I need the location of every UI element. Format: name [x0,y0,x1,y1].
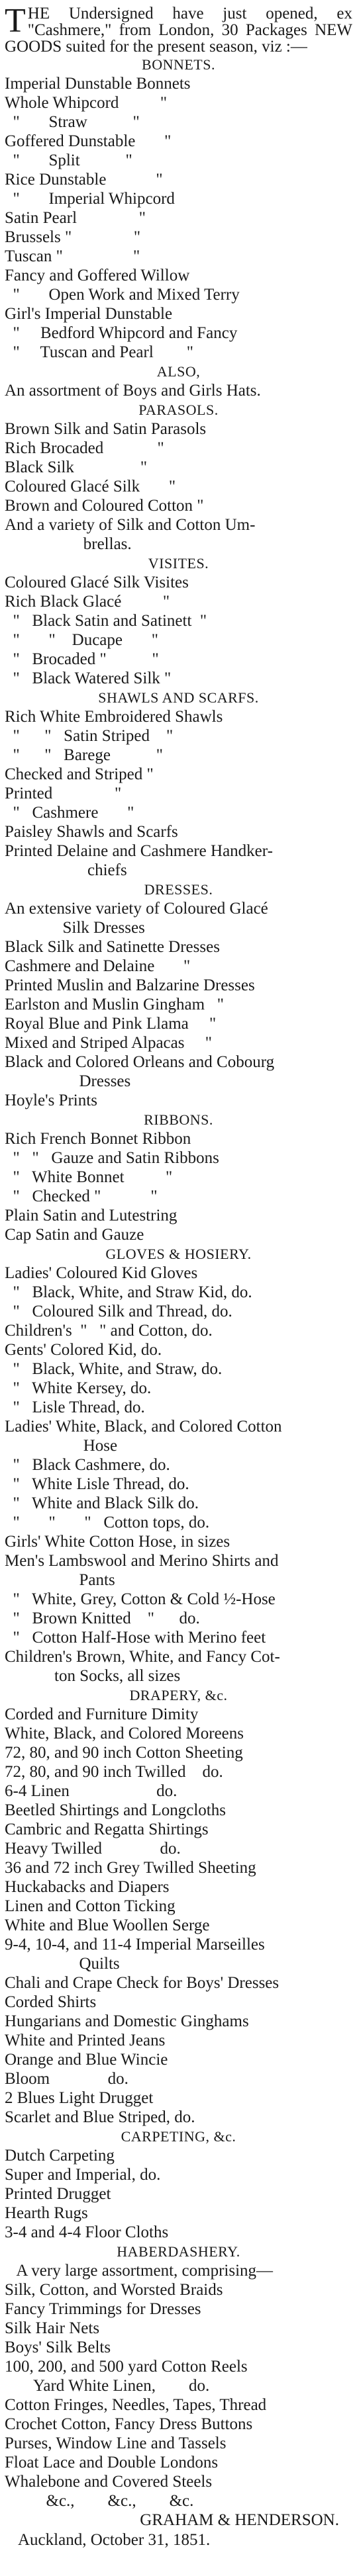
list-line: Checked and Striped " [5,765,154,783]
list-line: " Lisle Thread, do. [5,1398,145,1416]
list-line: " Brocaded " " [5,650,159,668]
list-line: Linen and Cotton Ticking [5,1897,176,1915]
list-line: And a variety of Silk and Cotton Um- [5,516,256,534]
list-line: " Bedford Whipcord and Fancy [5,324,238,342]
list-line: Heavy Twilled do. [5,1840,181,1858]
list-line: Super and Imperial, do. [5,2166,161,2184]
list-line: Chali and Crape Check for Boys' Dresses [5,1974,280,1992]
list-line: White and Blue Woollen Serge [5,1916,210,1934]
list-line: Bloom do. [5,2070,128,2088]
section-heading: ALSO, [156,363,201,380]
list-line: " Cashmere " [5,804,134,822]
list-line: &c., &c., &c. [5,2492,194,2510]
list-line: 9-4, 10-4, and 11-4 Imperial Marseilles [5,1936,265,1953]
list-line: " Black Satin and Satinett " [5,612,207,630]
list-line: " " Ducape " [5,631,158,649]
section-heading: GLOVES & HOSIERY. [105,1246,252,1262]
list-line: Silk Dresses [5,919,145,937]
list-line: Cashmere and Delaine " [5,957,191,975]
list-line: Huckabacks and Diapers [5,1878,170,1896]
list-line: Fancy and Goffered Willow [5,267,190,284]
list-line: Float Lace and Double Londons [5,2454,219,2471]
section-heading: SHAWLS AND SCARFS. [98,689,259,706]
signature: GRAHAM & HENDERSON. [140,2511,339,2529]
list-line: Rich Brocaded " [5,439,164,457]
list-line: Fancy Trimmings for Dresses [5,2300,201,2318]
list-line: Pants [5,1571,115,1589]
list-line: Satin Pearl " [5,209,146,227]
list-line: Girls' White Cotton Hose, in sizes [5,1533,230,1551]
section-heading: HABERDASHERY. [117,2243,240,2260]
list-line: Whole Whipcord " [5,94,168,112]
list-line: Mixed and Striped Alpacas " [5,1034,212,1052]
list-line: Ladies' White, Black, and Colored Cotton [5,1418,282,1436]
list-line: Scarlet and Blue Striped, do. [5,2108,195,2126]
list-line: " Open Work and Mixed Terry [5,286,240,304]
list-line: 6-4 Linen do. [5,1782,178,1800]
list-line: 2 Blues Light Drugget [5,2089,154,2107]
list-line: Coloured Glacé Silk Visites [5,574,189,591]
list-line: An extensive variety of Coloured Glacé [5,900,268,918]
list-line: " Checked " " [5,1187,158,1205]
list-line: " White Kersey, do. [5,1379,152,1397]
list-line: 3-4 and 4-4 Floor Cloths [5,2223,169,2241]
list-line: " Tuscan and Pearl " [5,343,193,361]
list-line: Tuscan " " [5,247,140,265]
list-line: Yard White Linen, do. [5,2377,210,2395]
drop-cap: T [5,2,26,40]
list-line: Dresses [5,1072,131,1090]
list-line: Rich White Embroidered Shawls [5,708,223,726]
list-line: Corded and Furniture Dimity [5,1705,199,1723]
list-line: Corded Shirts [5,1993,97,2011]
list-line: Orange and Blue Wincie [5,2051,168,2069]
list-line: Quilts [5,1955,120,1973]
list-line: Dutch Carpeting [5,2147,115,2165]
list-line: Purses, Window Line and Tassels [5,2434,227,2452]
list-line: " Coloured Silk and Thread, do. [5,1303,232,1320]
section-heading: BONNETS. [142,56,215,73]
list-line: Printed Delaine and Cashmere Handker- [5,842,273,860]
list-line: Black and Colored Orleans and Cobourg [5,1053,275,1071]
dateline: Auckland, October 31, 1851. [18,2531,211,2549]
list-line: " Straw " [5,113,140,131]
list-line: White and Printed Jeans [5,2032,166,2049]
list-line: Black Silk " [5,458,148,476]
list-line: " Black Cashmere, do. [5,1456,170,1474]
list-line: Silk Hair Nets [5,2319,100,2337]
list-line: White, Black, and Colored Moreens [5,1725,244,1742]
list-line: Coloured Glacé Silk " [5,478,176,495]
list-line: Brussels " " [5,228,141,246]
list-line: " Black, White, and Straw Kid, do. [5,1283,252,1301]
list-line: An assortment of Boys and Girls Hats. [5,382,261,400]
list-line: Hearth Rugs [5,2204,88,2222]
list-line: Printed " [5,785,122,802]
list-line: Rice Dunstable " [5,171,163,189]
list-line: Goffered Dunstable " [5,132,172,150]
list-line: Men's Lambswool and Merino Shirts and [5,1552,279,1570]
item-list [5,55,352,2511]
newspaper-advertisement [5,0,352,2572]
section-heading: DRAPERY, &c. [129,1687,228,1703]
list-line: Royal Blue and Pink Llama " [5,1015,217,1033]
list-line: Children's " " and Cotton, do. [5,1322,213,1340]
list-line: 72, 80, and 90 inch Twilled do. [5,1763,223,1781]
section-heading: CARPETING, &c. [121,2128,236,2145]
list-line: Rich French Bonnet Ribbon [5,1130,191,1148]
list-line: Boys' Silk Belts [5,2339,111,2356]
list-line: Beetled Shirtings and Longcloths [5,1801,226,1819]
list-line: " " Gauze and Satin Ribbons [5,1149,219,1167]
list-line: 36 and 72 inch Grey Twilled Sheeting [5,1859,256,1877]
list-line: Cap Satin and Gauze [5,1226,144,1244]
list-line: " Brown Knitted " do. [5,1610,200,1627]
list-line: Ladies' Coloured Kid Gloves [5,1264,198,1282]
list-line: " White Lisle Thread, do. [5,1475,189,1493]
section-heading: VISITES. [148,555,209,572]
list-line: Children's Brown, White, and Fancy Cot- [5,1648,280,1666]
list-line: Whalebone and Covered Steels [5,2473,213,2491]
list-line: Hungarians and Domestic Ginghams [5,2012,249,2030]
list-line: brellas. [5,535,132,553]
list-line: Silk, Cotton, and Worsted Braids [5,2281,223,2299]
list-line: Cotton Fringes, Needles, Tapes, Thread [5,2396,267,2414]
list-line: " White and Black Silk do. [5,1494,199,1512]
section-heading: RIBBONS. [144,1111,213,1128]
list-line: Brown and Coloured Cotton " [5,497,204,515]
intro-text: HE Undersigned have just opened, ex "Cashmere," from London, 30 Packages NEW GOODS suited for the present season, viz :— [5,5,352,56]
list-line: Paisley Shawls and Scarfs [5,823,178,841]
list-line: Printed Muslin and Balzarine Dresses [5,976,255,994]
list-line: " Split " [5,151,132,169]
list-line: Plain Satin and Lutestring [5,1207,178,1224]
list-line: " Black, White, and Straw, do. [5,1360,223,1378]
list-line: 72, 80, and 90 inch Cotton Sheeting [5,1744,243,1762]
list-line: Gents' Colored Kid, do. [5,1341,162,1359]
list-line: Rich Black Glacé " [5,593,170,611]
list-line: " " Satin Striped " [5,727,174,745]
list-line: " Cotton Half-Hose with Merino feet [5,1629,266,1647]
section-heading: PARASOLS. [138,402,219,418]
list-line: " Imperial Whipcord [5,190,175,208]
list-line: Brown Silk and Satin Parasols [5,420,207,438]
list-line: ton Socks, all sizes [5,1667,181,1685]
list-line: A very large assortment, comprising— [5,2262,274,2280]
list-line: Imperial Dunstable Bonnets [5,75,191,93]
list-line: Hose [5,1437,118,1455]
list-line: Printed Drugget [5,2185,111,2203]
section-heading: DRESSES. [144,881,213,898]
list-line: Crochet Cotton, Fancy Dress Buttons [5,2415,253,2433]
list-line: " Black Watered Silk " [5,669,172,687]
list-line: Cambric and Regatta Shirtings [5,1821,209,1838]
list-line: " White Bonnet " [5,1168,173,1186]
list-line: Hoyle's Prints [5,1092,97,1109]
intro-paragraph [5,2,352,56]
list-line: Earlston and Muslin Gingham " [5,996,225,1013]
list-line: Girl's Imperial Dunstable [5,305,173,323]
list-line: 100, 200, and 500 yard Cotton Reels [5,2358,248,2376]
list-line: " " " Cotton tops, do. [5,1514,210,1531]
list-line: " " Barege " [5,746,163,764]
list-line: chiefs [5,861,127,879]
list-line: Black Silk and Satinette Dresses [5,938,220,956]
list-line: " White, Grey, Cotton & Cold ½-Hose [5,1590,276,1608]
